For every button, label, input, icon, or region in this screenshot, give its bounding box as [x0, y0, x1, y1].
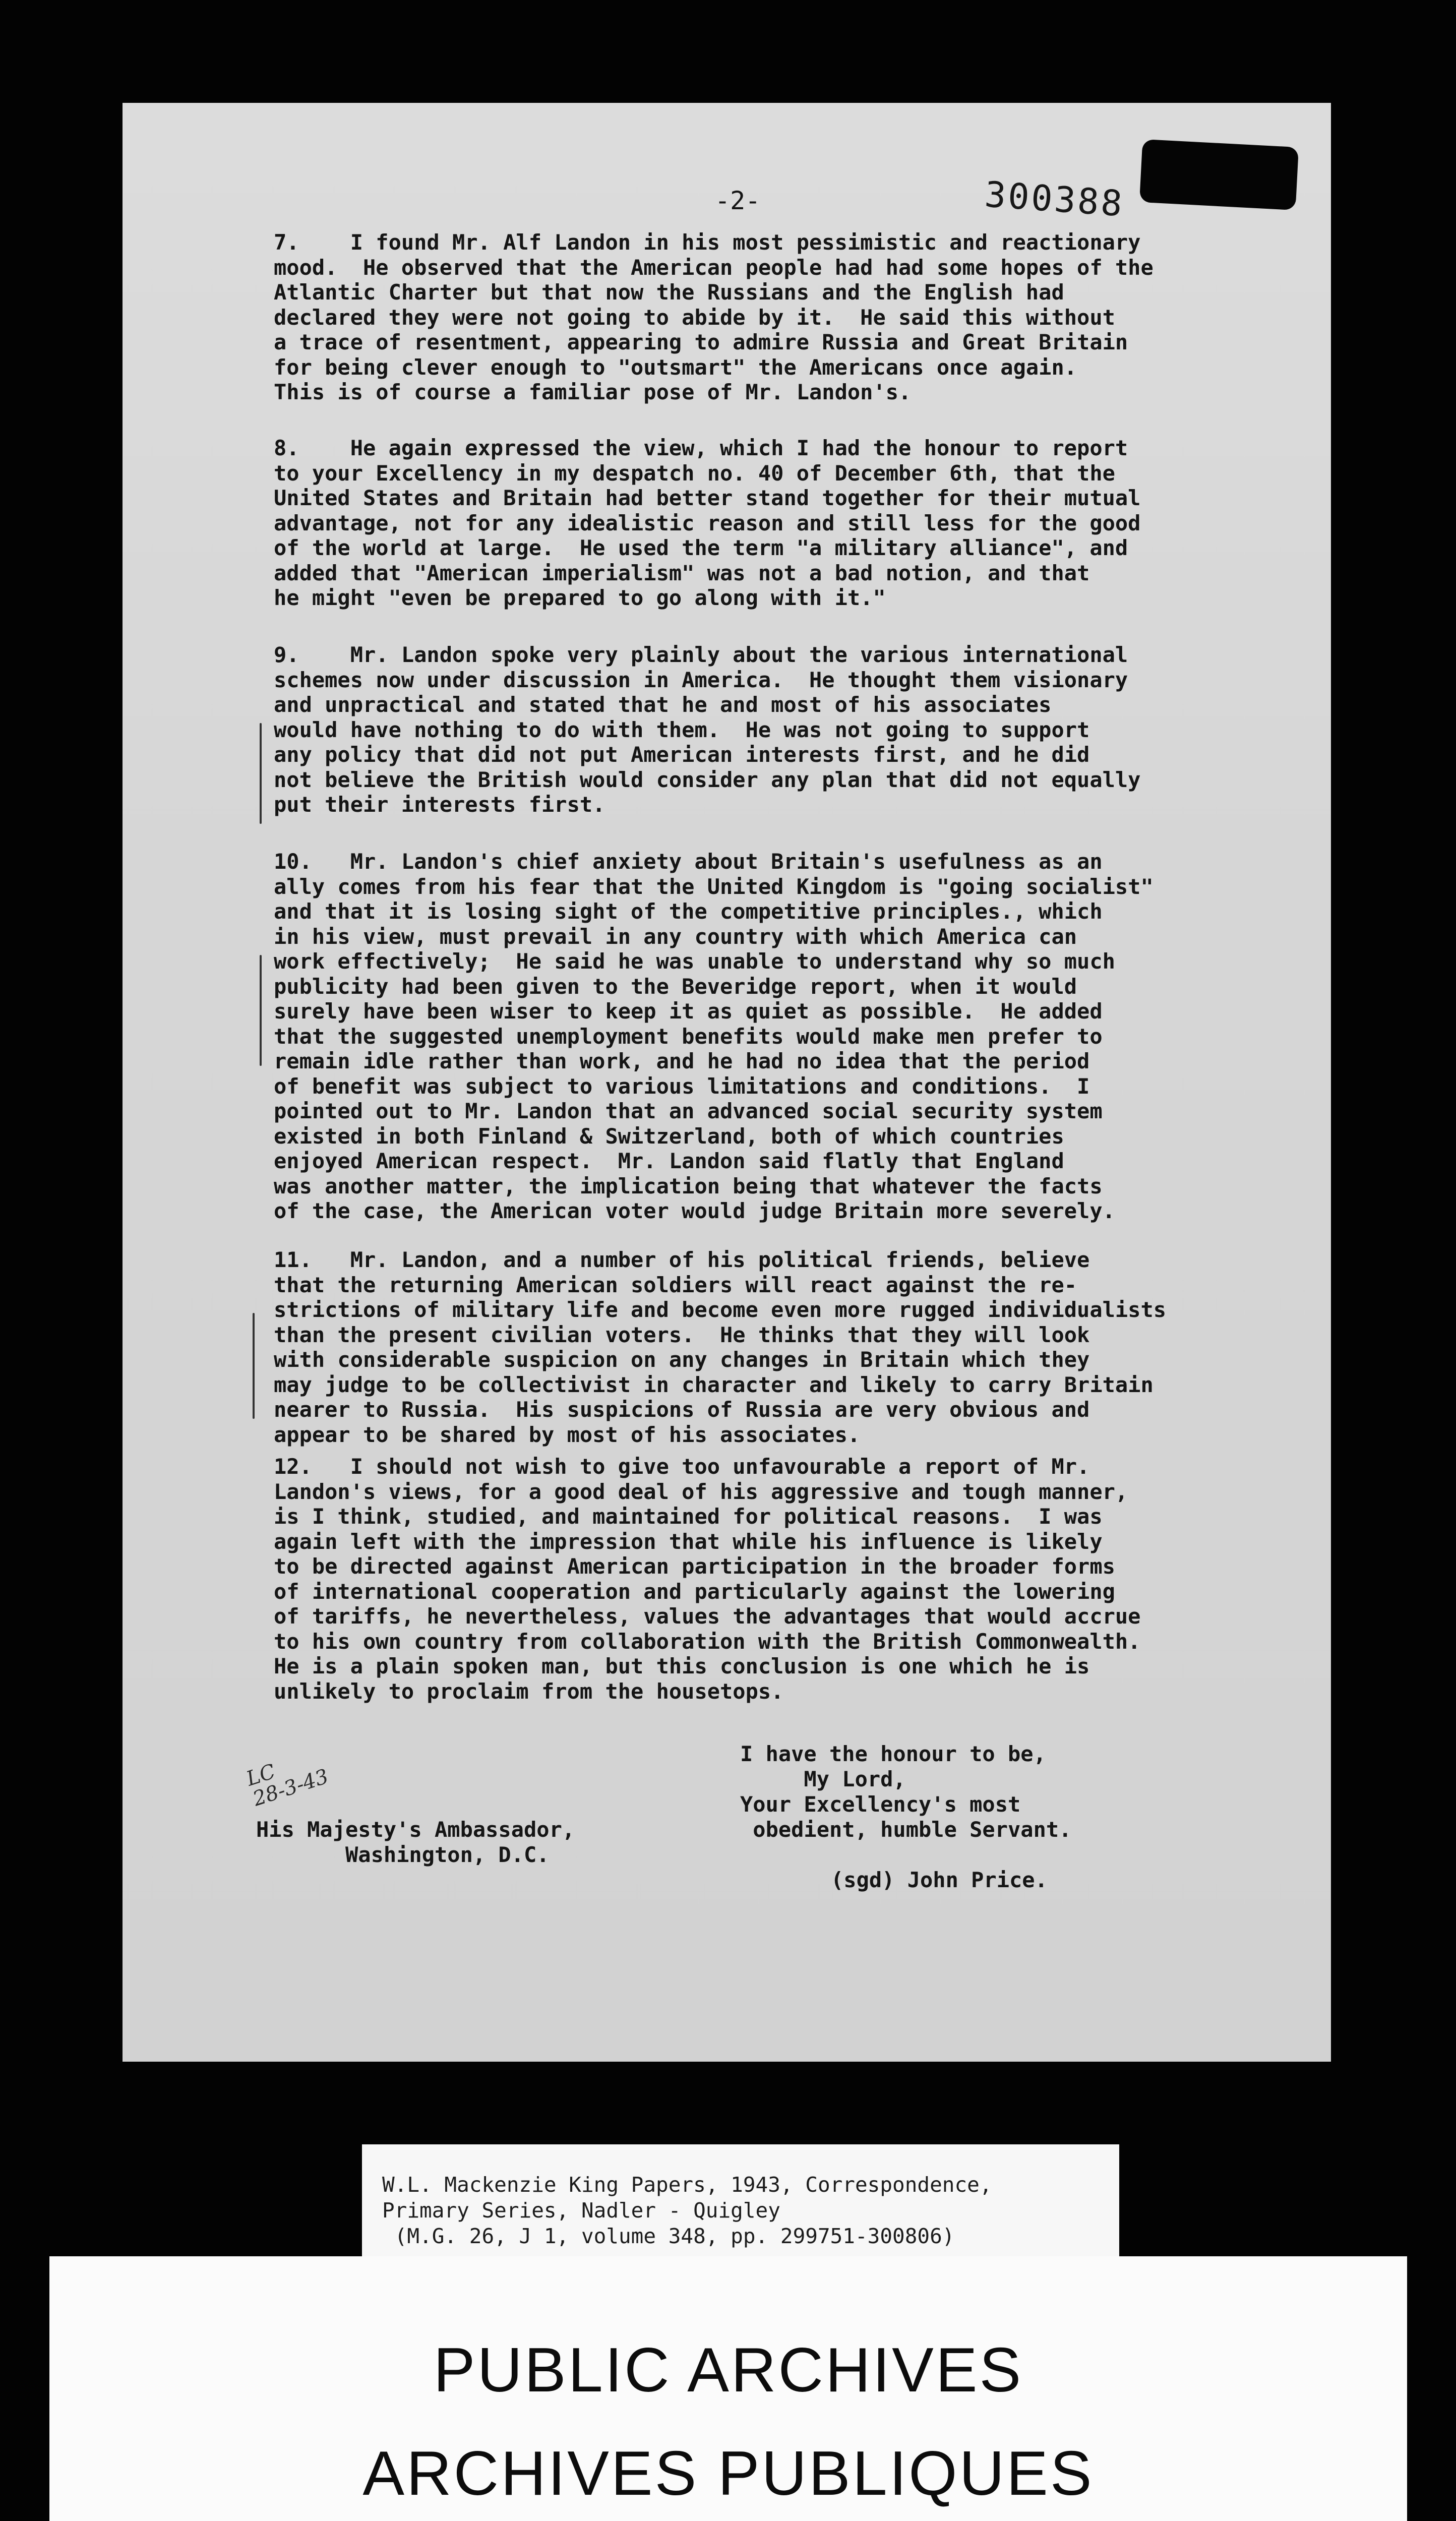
paragraph-7: 7. I found Mr. Alf Landon in his most pessimistic and reactionary mood. He observed that the American people had had some hopes of the Atlantic Charter but that now the Russians and the English had declared they were not going to abide by it. He said this without a trace of resentment, appearing to admire Russia and Great Britain for being clever enough to "outsmart" the Americans once again. This is of course a familiar pose of Mr. Landon's.: [274, 230, 1154, 404]
signature: (sgd) John Price.: [831, 1868, 1048, 1892]
citation-text: W.L. Mackenzie King Papers, 1943, Correspondence, Primary Series, Nadler - Quigley (M.G. 26, J 1, volume 348, pp. 299751-300806): [382, 2173, 992, 2248]
paragraph-10: 10. Mr. Landon's chief anxiety about Britain's usefulness as an ally comes from his fear that the United Kingdom is "going socialist" and that it is losing sight of the competitive principles., which in his view, must prevail in any country with which America can work effectively; He said he was unable to understand why so much publicity had been given to the Beveridge report, when it would surely have been wiser to keep it as quiet as possible. He added that the suggested unemployment benefits would make men prefer to remain idle rather than work, and he had no idea that the period of benefit was subject to various limitations and conditions. I pointed out to Mr. Landon that an advanced social security system existed in both Finland & Switzerland, both of which countries enjoyed American respect. Mr. Landon said flatly that England was another matter, the implication being that whatever the facts of the case, the American voter would judge Britain more severely.: [274, 849, 1154, 1223]
paragraph-12: 12. I should not wish to give too unfavourable a report of Mr. Landon's views, for a good deal of his aggressive and tough manner, is I think, studied, and maintained for political reasons. I was again left with the impression that while his influence is likely to be directed against American participation in the broader forms of international cooperation and particularly against the lowering of tariffs, he nevertheless, values the advantages that would accrue to his own country from collaboration with the British Commonwealth. He is a plain spoken man, but this conclusion is one which he is unlikely to proclaim from the housetops.: [274, 1454, 1141, 1704]
document-stamp-number: 300388: [983, 173, 1126, 225]
paragraph-9: 9. Mr. Landon spoke very plainly about the various international schemes now under discussion in America. He thought them visionary and unpractical and stated that he and most of his associates would have nothing to do with them. He was not going to support any policy that did not put American interests first, and he did not believe the British would consider any plan that did not equally put their interests first.: [274, 642, 1141, 817]
paragraph-11: 11. Mr. Landon, and a number of his political friends, believe that the returning American soldiers will react against the re- strictions of military life and become even more rugged individualists than the present civilian voters. He thinks that they will look with considerable suspicion on any changes in Britain which they may judge to be collectivist in character and likely to carry Britain nearer to Russia. His suspicions of Russia are very obvious and appear to be shared by most of his associates.: [274, 1247, 1167, 1447]
letter-page: [123, 103, 1331, 2062]
paragraph-8: 8. He again expressed the view, which I had the honour to report to your Excellency in my despatch no. 40 of December 6th, that the United States and Britain had better stand together for their mutual advantage, not for any idealistic reason and still less for the good of the world at large. He used the term "a military alliance", and added that "American imperialism" was not a bad notion, and that he might "even be prepared to go along with it.": [274, 436, 1141, 610]
redaction-block: [1139, 139, 1299, 210]
closing-salutation: I have the honour to be, My Lord, Your Excellency's most obedient, humble Servant.: [740, 1742, 1072, 1842]
citation-label: [362, 2144, 1119, 2260]
page-number: -2-: [715, 186, 761, 215]
archives-banner: [49, 2256, 1407, 2521]
margin-mark: [260, 723, 262, 824]
banner-line-english: PUBLIC ARCHIVES: [433, 2335, 1023, 2405]
handwritten-initials: LC 28-3-43: [244, 1760, 332, 1811]
margin-mark: [253, 1313, 255, 1419]
margin-mark: [260, 955, 262, 1066]
addressee: His Majesty's Ambassador, Washington, D.C.: [256, 1817, 575, 1867]
banner-line-french: ARCHIVES PUBLIQUES: [362, 2439, 1094, 2508]
